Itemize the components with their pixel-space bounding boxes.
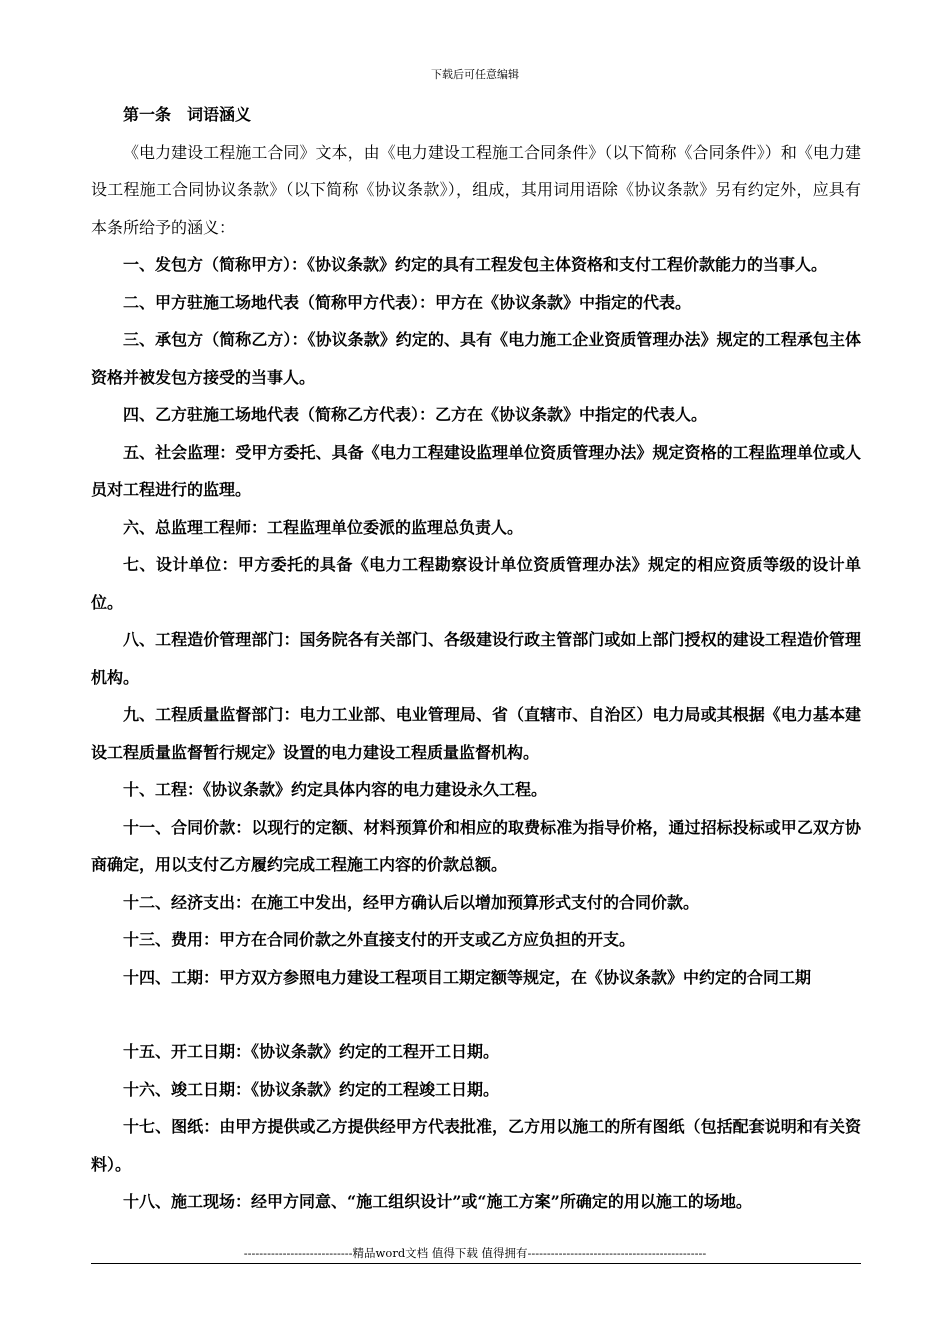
definition-item-16: 十六、竣工日期：《协议条款》约定的工程竣工日期。 (123, 1079, 500, 1099)
definition-item-9: 九、工程质量监督部门：电力工业部、电业管理局、省（直辖市、自治区）电力局或其根据《电力基本建设工程质量监督暂行规定》设置的电力建设工程质量监督机构。 (91, 705, 861, 762)
article-heading (91, 96, 861, 134)
document-body (91, 96, 861, 1221)
definition-item-2: 二、甲方驻施工场地代表（简称甲方代表）：甲方在《协议条款》中指定的代表。 (123, 292, 692, 312)
definition-item-5: 五、社会监理：受甲方委托、具备《电力工程建设监理单位资质管理办法》规定资格的工程监理单位或人员对工程进行的监理。 (91, 442, 861, 499)
definition-item-11: 十一、合同价款：以现行的定额、材料预算价和相应的取费标准为指导价格，通过招标投标或甲乙双方协商确定，用以支付乙方履约完成工程施工内容的价款总额。 (91, 817, 861, 874)
definition-item-13: 十三、费用：甲方在合同价款之外直接支付的开支或乙方应负担的开支。 (123, 930, 636, 949)
definition-item-12: 十二、经济支出：在施工中发出，经甲方确认后以增加预算形式支付的合同价款。 (123, 892, 700, 912)
definition-item-8: 八、工程造价管理部门：国务院各有关部门、各级建设行政主管部门或如上部门授权的建设工程造价管理机构。 (91, 630, 861, 687)
definition-item-4: 四、乙方驻施工场地代表（简称乙方代表）：乙方在《协议条款》中指定的代表人。 (123, 405, 708, 424)
footer-divider (91, 1263, 861, 1264)
definition-item-17: 十七、图纸：由甲方提供或乙方提供经甲方代表批准，乙方用以施工的所有图纸（包括配套说明和有关资料）。 (91, 1117, 861, 1174)
intro-paragraph: 《电力建设工程施工合同》文本，由《电力建设工程施工合同条件》（以下简称《合同条件》）和《电力建设工程施工合同协议条款》（以下简称《协议条款》），组成，其用词用语除《协议条款》另有约定外，应具有本条所给予的涵义： (91, 142, 861, 237)
article-title: 词语涵义 (187, 105, 252, 124)
definition-item-7: 七、设计单位：甲方委托的具备《电力工程勘察设计单位资质管理办法》规定的相应资质等级的设计单位。 (91, 555, 861, 612)
definition-item-1: 一、发包方（简称甲方）：《协议条款》约定的具有工程发包主体资格和支付工程价款能力的当事人。 (123, 255, 828, 274)
definition-item-3: 三、承包方（简称乙方）：《协议条款》约定的、具有《电力施工企业资质管理办法》规定的工程承包主体资格并被发包方接受的当事人。 (91, 330, 861, 387)
definition-item-14: 十四、工期：甲方双方参照电力建设工程项目工期定额等规定，在《协议条款》中约定的合同工期 (123, 967, 812, 987)
definition-item-18: 十八、施工现场：经甲方同意、“施工组织设计”或“施工方案”所确定的用以施工的场地。 (123, 1192, 752, 1211)
definition-item-15: 十五、开工日期：《协议条款》约定的工程开工日期。 (123, 1042, 500, 1061)
definition-item-6: 六、总监理工程师：工程监理单位委派的监理总负责人。 (123, 517, 524, 537)
page-footer: ----------------------------精品word文档 值得下载 值得拥有---------------------------------------------- (243, 1246, 707, 1260)
page-header: 下载后可任意编辑 (431, 68, 519, 81)
article-number: 第一条 (123, 105, 172, 124)
definition-item-10: 十、工程：《协议条款》约定具体内容的电力建设永久工程。 (123, 780, 548, 799)
